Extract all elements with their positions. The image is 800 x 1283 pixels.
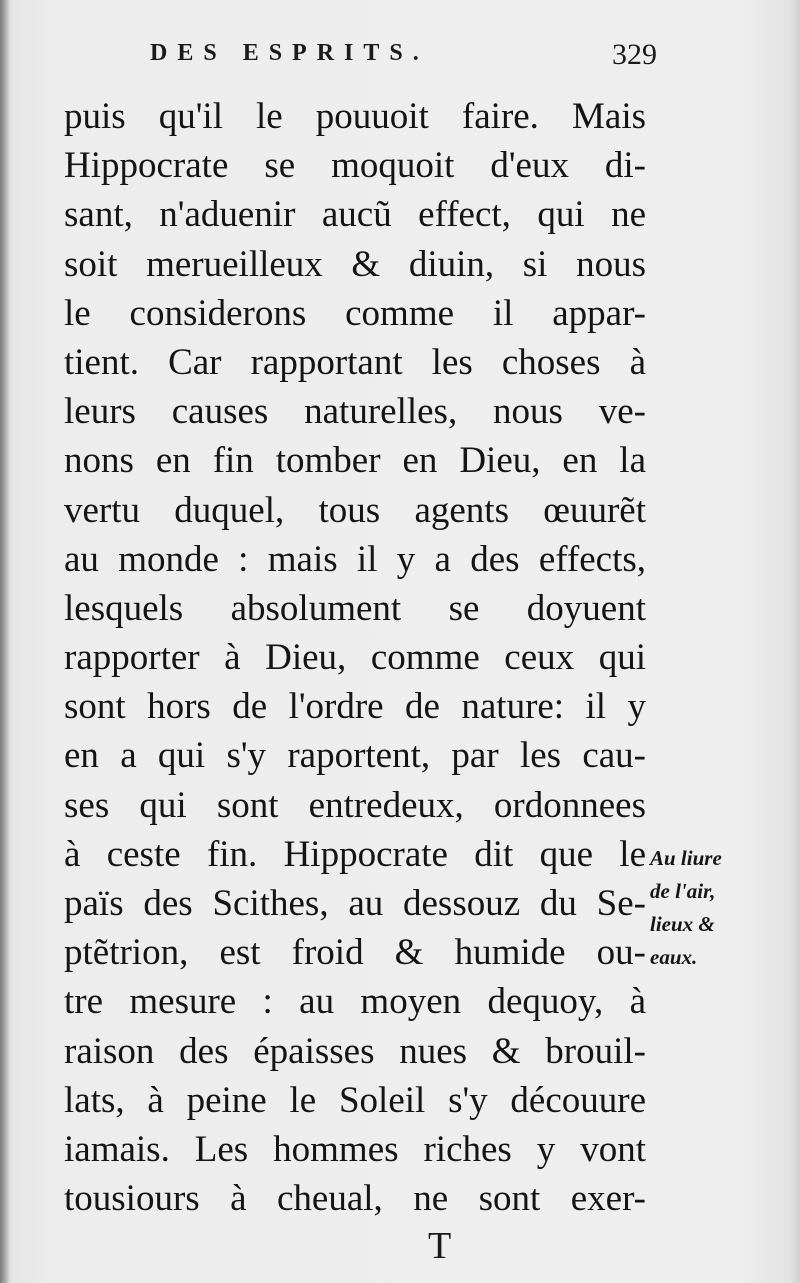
text-line: tousiours à cheual, ne sont exer-	[64, 1178, 646, 1220]
body-text	[64, 92, 654, 1223]
text-line: leurs causes naturelles, nous ve-	[64, 391, 646, 433]
text-line: en a qui s'y raportent, par les cau-	[64, 735, 646, 777]
text-line: nons en fin tomber en Dieu, en la	[64, 440, 646, 482]
text-line: raison des épaisses nues & brouil-	[64, 1030, 646, 1072]
signature-mark: T	[428, 1225, 452, 1267]
text-line: sont hors de l'ordre de nature: il y	[64, 686, 646, 728]
text-line: païs des Scithes, au dessouz du Se-	[64, 883, 646, 924]
text-line: vertu duquel, tous agents œuurẽt	[64, 489, 646, 531]
text-line: tient. Car rapportant les choses à	[64, 341, 646, 383]
text-line: sant, n'aduenir aucũ effect, qui ne	[64, 194, 646, 236]
marginal-note-line: de l'air,	[650, 879, 716, 903]
text-line: iamais. Les hommes riches y vont	[64, 1128, 646, 1170]
running-head: DES ESPRITS.	[150, 40, 429, 66]
text-line: ptẽtrion, est froid & humide ou-	[64, 932, 646, 974]
text-line: lats, à peine le Soleil s'y découure	[64, 1079, 646, 1121]
page-number: 329	[612, 38, 657, 71]
marginal-note	[650, 842, 798, 974]
marginal-note-line: Au liure	[650, 846, 722, 870]
marginal-note-line: eaux.	[650, 945, 698, 969]
marginal-note-line: lieux &	[650, 912, 715, 936]
text-line: Hippocrate se moquoit d'eux di-	[64, 145, 646, 187]
text-line: ses qui sont entredeux, ordonnees	[64, 784, 646, 826]
text-line: tre mesure : au moyen dequoy, à	[64, 981, 646, 1023]
text-line: rapporter à Dieu, comme ceux qui	[64, 637, 646, 679]
text-line: soit merueilleux & diuin, si nous	[64, 243, 646, 285]
text-line: le considerons comme il appar-	[64, 292, 646, 334]
text-line: au monde : mais il y a des effects,	[64, 538, 646, 580]
text-line: puis qu'il le pouuoit faire. Mais	[64, 96, 646, 137]
text-line: à ceste fin. Hippocrate dit que le	[64, 833, 646, 875]
gutter-shadow	[0, 0, 10, 1283]
text-line: lesquels absolument se doyuent	[64, 587, 646, 629]
